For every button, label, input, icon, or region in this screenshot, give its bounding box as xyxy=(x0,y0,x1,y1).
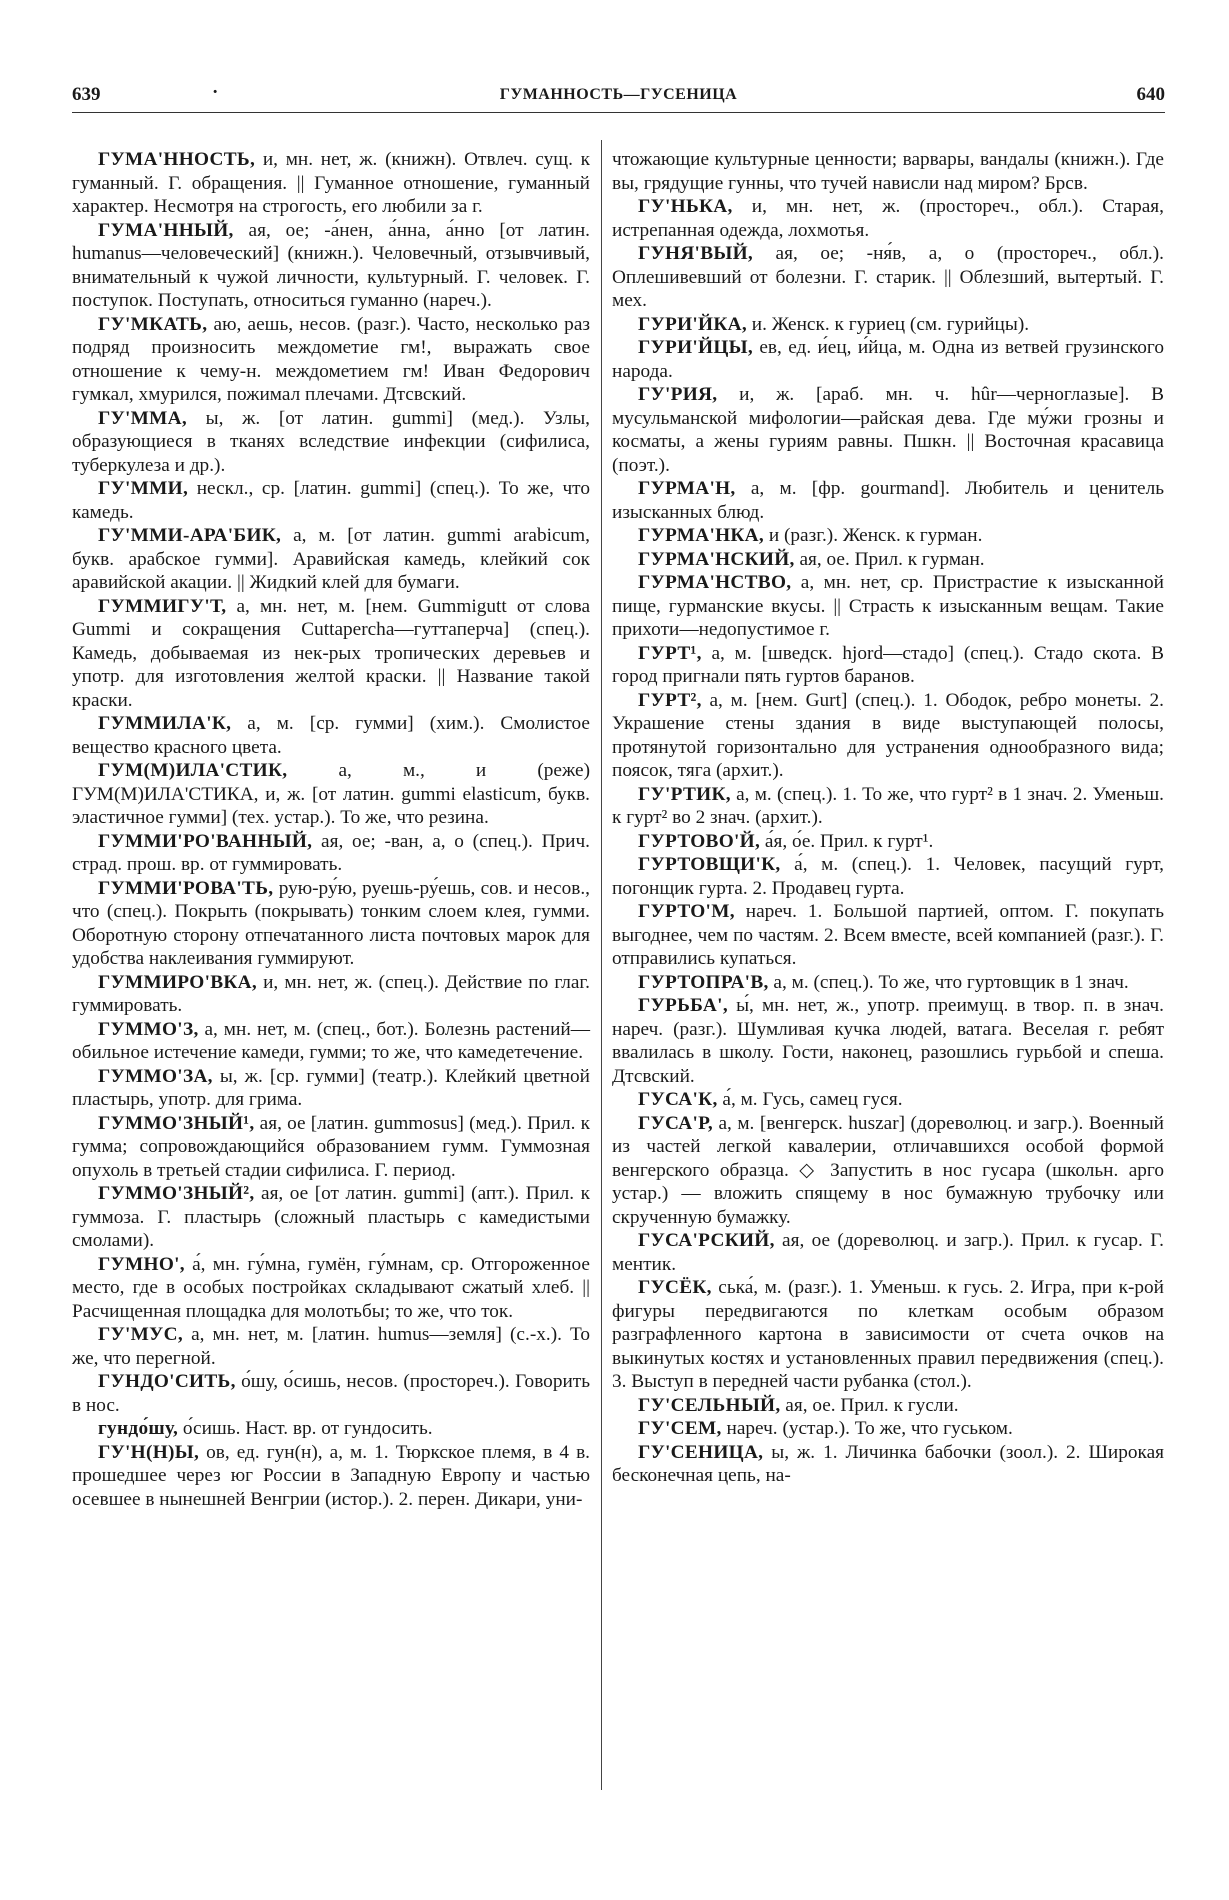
entry-definition: а, м. [шведск. hjord—стадо] (спец.). Стадо скота. В город пригнали пять гуртов баранов. xyxy=(612,642,1164,687)
dictionary-entry xyxy=(612,1417,1164,1441)
dictionary-entry xyxy=(612,783,1164,830)
dictionary-entry xyxy=(612,642,1164,689)
entry-definition: а, м., и (реже) ГУМ(М)ИЛА'СТИКА, и, ж. [от латин. gummi elasticum, букв. эластичное гумми] (тех. устар.). То же, что резина. xyxy=(72,760,590,828)
entry-definition: ы, ж. [ср. гумми] (театр.). Клейкий цветной пластырь, употр. для грима. xyxy=(72,1065,590,1110)
entry-headword: ГУНЯ'ВЫЙ, xyxy=(638,243,754,264)
entry-headword: ГУММО'З, xyxy=(98,1018,199,1040)
entry-definition: а́, м. Гусь, самец гуся. xyxy=(717,1089,903,1110)
dictionary-entry xyxy=(612,830,1164,854)
dictionary-entry xyxy=(72,1253,590,1324)
page-header xyxy=(72,84,1165,112)
dictionary-entry xyxy=(612,571,1164,642)
dictionary-entry xyxy=(612,1394,1164,1418)
entry-definition: а, м. (спец.). 1. То же, что гурт² в 1 знач. 2. Уменьш. к гурт² во 2 знач. (архит.). xyxy=(612,783,1164,828)
header-rule xyxy=(72,112,1165,113)
entry-definition: а, м. [фр. gourmand]. Любитель и ценитель изысканных блюд. xyxy=(612,478,1164,523)
entry-headword: ГУММИРО'ВКА, xyxy=(98,971,258,993)
entry-headword: ГУ'РИЯ, xyxy=(638,384,718,405)
entry-headword: ГУНДО'СИТЬ, xyxy=(98,1371,236,1392)
entry-definition: и. Женск. к гуриец (см. гурийцы). xyxy=(746,313,1030,335)
entry-definition: ая, ое. Прил. к гурман. xyxy=(794,548,985,570)
entry-definition: о́сишь. Наст. вр. от гундосить. xyxy=(178,1418,433,1439)
column-divider xyxy=(601,140,602,1790)
entry-definition: нескл., ср. [латин. gummi] (спец.). То же, что камедь. xyxy=(72,478,590,523)
entry-definition: а́, м. (спец.). 1. Человек, пасущий гурт, погонщик гурта. 2. Продавец гурта. xyxy=(612,854,1164,899)
entry-definition: ы, ж. 1. Личинка бабочки (зоол.). 2. Широкая бесконечная цепь, на- xyxy=(612,1441,1164,1486)
entry-headword: ГУ'СЕМ, xyxy=(638,1418,722,1439)
dictionary-entry xyxy=(612,313,1164,337)
entry-definition: а, м. (спец.). То же, что гуртовщик в 1 знач. xyxy=(768,971,1129,993)
entry-headword: гундо́шу, xyxy=(98,1418,179,1439)
entry-definition: а, мн. нет, м. [латин. humus—земля] (с.-х.). То же, что перегной. xyxy=(72,1324,590,1369)
dictionary-entry xyxy=(72,712,590,759)
entry-headword: ГУМА'ННОСТЬ, xyxy=(98,149,256,170)
entry-headword: ГУРТОВЩИ'К, xyxy=(638,854,781,875)
entry-definition: аю, аешь, несов. (разг.). Часто, несколько раз подряд произносить междометие гм!, выражать свое отношение к чему-н. междометием гм! Иван Федорович гумкал, хмурился, пожимал плечами. Дтсвский. xyxy=(72,313,590,405)
entry-definition: и (разг.). Женск. к гурман. xyxy=(764,525,983,546)
dictionary-entry xyxy=(72,971,590,1018)
dictionary-entry xyxy=(612,477,1164,524)
dictionary-entry xyxy=(612,994,1164,1088)
dictionary-entry xyxy=(72,1065,590,1112)
entry-headword: ГУРЬБА', xyxy=(638,995,728,1016)
dictionary-entry xyxy=(72,313,590,407)
entry-headword: ГУ'Н(Н)Ы, xyxy=(98,1441,200,1463)
entry-definition: о́шу, о́сишь, несов. (простореч.). Говорить в нос. xyxy=(72,1371,590,1416)
entry-headword: ГУММО'ЗНЫЙ², xyxy=(98,1183,255,1204)
entry-definition: а, м. [венгерск. huszar] (дореволюц. и загр.). Военный из частей легкой кавалерии, отличавшихся особой формой венгерского образца. ◇ Запустить в нос гусара (школьн. арго устар.) — вложить спящему в нос бумажную трубочку или скрученную бумажку. xyxy=(612,1112,1164,1228)
dictionary-entry xyxy=(72,830,590,877)
entry-headword: ГУММО'ЗА, xyxy=(98,1065,213,1087)
entry-definition: ая, ое; -ня́в, а, о (простореч., обл.). Оплешивевший от болезни. Г. старик. || Облезший, вытертый. Г. мех. xyxy=(612,243,1164,311)
entry-definition: а, мн. нет, м. [нем. Gummigutt от слова Gummi и сокращения Cuttapercha—гуттаперча] (спец.). Камедь, добываемая из нек-рых тропических деревьев и употр. для изготовления желтой краски. || Название такой краски. xyxy=(72,595,590,711)
dictionary-entry xyxy=(612,524,1164,548)
dictionary-entry xyxy=(612,1276,1164,1394)
entry-headword: ГУСА'К, xyxy=(638,1089,718,1110)
dictionary-entry xyxy=(612,242,1164,313)
entry-headword: ГУРМА'НКА, xyxy=(638,525,765,546)
entry-headword: ГУ'МКАТЬ, xyxy=(98,313,208,335)
dictionary-entry xyxy=(612,195,1164,242)
dictionary-entry xyxy=(72,477,590,524)
entry-headword: ГУММИ'РО'ВАННЫЙ, xyxy=(98,830,313,852)
entry-definition: ая, ое [от латин. gummi] (апт.). Прил. к гуммоза. Г. пластырь (сложный пластырь с камедистыми смолами). xyxy=(72,1183,590,1251)
entry-headword: ГУММО'ЗНЫЙ¹, xyxy=(98,1112,255,1134)
entry-definition: и, ж. [араб. мн. ч. hûr—черноглазые]. В мусульманской мифологии—райская дева. Где му́жи грозны и косматы, а жены гуриям равны. Пшкн. || Восточная красавица (поэт.). xyxy=(612,384,1164,476)
entry-headword: ГУ'СЕЛЬНЫЙ, xyxy=(638,1394,781,1416)
entry-definition: ы́, мн. нет, ж., употр. преимущ. в твор. п. в знач. нареч. (разг.). Шумливая кучка людей, ватага. Веселая г. ребят ввалилась в школу. Гости, наконец, разошлись гурьбой и спеша. Дтсвский. xyxy=(612,995,1164,1087)
entry-definition: и, мн. нет, ж. (книжн). Отвлеч. сущ. к гуманный. Г. обращения. || Гуманное отношение, гуманный характер. Несмотря на строгость, его любили за г. xyxy=(72,149,590,217)
dictionary-entry xyxy=(72,1417,590,1441)
entry-headword: ГУРТ¹, xyxy=(638,642,702,664)
entry-headword: ГУСА'Р, xyxy=(638,1112,713,1134)
dictionary-entry xyxy=(72,595,590,713)
entry-headword: ГУРИ'ЙКА, xyxy=(638,313,747,335)
entry-headword: ГУММИЛА'К, xyxy=(98,713,232,734)
entry-definition: нареч. 1. Большой партией, оптом. Г. покупать выгоднее, чем по частям. 2. Всем вместе, всей компанией (разг.). Г. отправились купаться. xyxy=(612,901,1164,969)
entry-definition: и, мн. нет, ж. (простореч., обл.). Старая, истрепанная одежда, лохмотья. xyxy=(612,196,1164,241)
entry-definition: ев, ед. и́ец, и́йца, м. Одна из ветвей грузинского народа. xyxy=(612,337,1164,382)
page-number-left: 639 xyxy=(72,84,101,105)
dictionary-entry xyxy=(612,853,1164,900)
dictionary-entry xyxy=(612,148,1164,195)
entry-definition: чтожающие культурные ценности; варвары, вандалы (книжн.). Где вы, грядущие гунны, что тучей нависли над миром? Брсв. xyxy=(612,149,1164,194)
dictionary-entry xyxy=(72,1018,590,1065)
entry-headword: ГУММИГУ'Т, xyxy=(98,595,227,617)
entry-definition: а́я, о́е. Прил. к гурт¹. xyxy=(760,830,934,852)
entry-headword: ГУРТОПРА'В, xyxy=(638,971,769,993)
entry-headword: ГУРТ², xyxy=(638,689,702,711)
entry-headword: ГУРИ'ЙЦЫ, xyxy=(638,337,753,358)
entry-definition: а́, мн. гу́мна, гумён, гу́мнам, ср. Отгороженное место, где в особых постройках складывают сжатый хлеб. || Расчищенная площадка для молотьбы; то же, что ток. xyxy=(72,1253,590,1322)
dictionary-entry xyxy=(72,524,590,595)
entry-definition: рую-ру́ю, руешь-ру́ешь, сов. и несов., что (спец.). Покрыть (покрывать) тонким слоем клея, гумми. Оборотную сторону отпечатанного листа почтовых марок для удобства наклеивания гуммируют. xyxy=(72,877,590,969)
entry-headword: ГУМ(М)ИЛА'СТИК, xyxy=(98,760,288,781)
entry-definition: а, м. [ср. гумми] (хим.). Смолистое вещество красного цвета. xyxy=(72,713,590,758)
entry-definition: а, мн. нет, м. (спец., бот.). Болезнь растений—обильное истечение камеди, гумми; то же, что камедетечение. xyxy=(72,1018,590,1063)
entry-headword: ГУММИ'РОВА'ТЬ, xyxy=(98,877,274,899)
entry-headword: ГУ'МУС, xyxy=(98,1324,183,1345)
entry-headword: ГУРМА'НСТВО, xyxy=(638,572,792,593)
dictionary-entry xyxy=(612,689,1164,783)
entry-definition: а, м. [нем. Gurt] (спец.). 1. Ободок, ребро монеты. 2. Украшение стены здания в виде выступающей полосы, протянутой горизонтально для устранения однообразного вида; поясок, тяга (архит.). xyxy=(612,689,1164,781)
dictionary-entry xyxy=(612,548,1164,572)
dictionary-entry xyxy=(72,1441,590,1512)
dictionary-entry xyxy=(72,1182,590,1253)
dictionary-entry xyxy=(72,759,590,830)
dictionary-entry xyxy=(612,383,1164,477)
entry-definition: ая, ое (дореволюц. и загр.). Прил. к гусар. Г. ментик. xyxy=(612,1230,1164,1275)
entry-headword: ГУ'ММИ, xyxy=(98,478,189,499)
entry-headword: ГУ'НЬКА, xyxy=(638,196,733,217)
entry-headword: ГУМА'ННЫЙ, xyxy=(98,219,234,241)
entry-definition: а, мн. нет, ср. Пристрастие к изысканной пище, гурманские вкусы. || Страсть к изысканным вещам. Такие прихоти—недопустимое г. xyxy=(612,572,1164,640)
entry-headword: ГУРМА'НСКИЙ, xyxy=(638,548,795,570)
entry-headword: ГУРТОВО'Й, xyxy=(638,830,761,852)
entry-definition: ая, ое [латин. gummosus] (мед.). Прил. к гумма; сопровождающийся образованием гумм. Гуммозная опухоль в третьей стадии сифилиса. Г. период. xyxy=(72,1112,590,1181)
entry-headword: ГУ'РТИК, xyxy=(638,783,731,805)
dictionary-entry xyxy=(72,148,590,219)
entry-definition: ов, ед. гун(н), а, м. 1. Тюркское племя, в 4 в. прошедшее через юг России в Западную Европу и частью осевшее в нынешней Венгрии (истор.). 2. перен. Дикари, уни- xyxy=(72,1441,590,1510)
entry-definition: ая, ое. Прил. к гусли. xyxy=(780,1394,959,1416)
dictionary-entry xyxy=(612,1229,1164,1276)
dictionary-entry xyxy=(72,1370,590,1417)
entry-headword: ГУМНО', xyxy=(98,1253,185,1275)
left-column xyxy=(72,148,590,1511)
dictionary-entry xyxy=(612,1441,1164,1488)
entry-headword: ГУ'СЕНИЦА, xyxy=(638,1441,764,1463)
entry-headword: ГУ'ММА, xyxy=(98,407,188,429)
dictionary-entry xyxy=(72,1323,590,1370)
entry-definition: нареч. (устар.). То же, что гуськом. xyxy=(721,1418,1013,1439)
dictionary-entry xyxy=(612,971,1164,995)
entry-headword: ГУ'ММИ-АРА'БИК, xyxy=(98,525,282,546)
entry-definition: ська́, м. (разг.). 1. Уменьш. к гусь. 2. Игра, при к-рой фигуры передвигаются по клеткам особым образом разграфленного картона в зависимости от счета очков на выкинутых костях и установленных правил передвижения (спец.). 3. Выступ в передней части рубанка (стол.). xyxy=(612,1277,1164,1392)
dictionary-entry xyxy=(72,407,590,478)
running-title: ГУМАННОСТЬ—ГУСЕНИЦА xyxy=(499,86,738,103)
header-separator: · xyxy=(212,82,219,103)
page-number-right: 640 xyxy=(1136,84,1165,105)
dictionary-entry xyxy=(72,877,590,971)
dictionary-entry xyxy=(612,1112,1164,1230)
dictionary-entry xyxy=(612,900,1164,971)
entry-headword: ГУСЁК, xyxy=(638,1277,712,1298)
dictionary-entry xyxy=(612,336,1164,383)
entry-headword: ГУРМА'Н, xyxy=(638,478,736,499)
entry-headword: ГУРТО'М, xyxy=(638,901,735,922)
dictionary-entry xyxy=(72,1112,590,1183)
entry-definition: ая, ое; -ван, а, о (спец.). Прич. страд. прош. вр. от гуммировать. xyxy=(72,830,590,875)
entry-definition: а, м. [от латин. gummi arabicum, букв. арабское гумми]. Аравийская камедь, клейкий сок аравийской акации. || Жидкий клей для бумаги. xyxy=(72,525,590,593)
entry-definition: ая, ое; -а́нен, а́нна, а́нно [от латин. humanus—человеческий] (книжн.). Человечный, отзывчивый, внимательный к чужой личности, культурный. Г. человек. Г. поступок. Поступать, относиться гуманно (нареч.). xyxy=(72,219,590,311)
entry-headword: ГУСА'РСКИЙ, xyxy=(638,1230,775,1251)
entry-definition: и, мн. нет, ж. (спец.). Действие по глаг. гуммировать. xyxy=(72,971,590,1016)
entry-definition: ы, ж. [от латин. gummi] (мед.). Узлы, образующиеся в тканях вследствие инфекции (сифилиса, туберкулеза и др.). xyxy=(72,407,590,476)
dictionary-entry xyxy=(612,1088,1164,1112)
dictionary-entry xyxy=(72,219,590,313)
right-column xyxy=(612,148,1164,1488)
